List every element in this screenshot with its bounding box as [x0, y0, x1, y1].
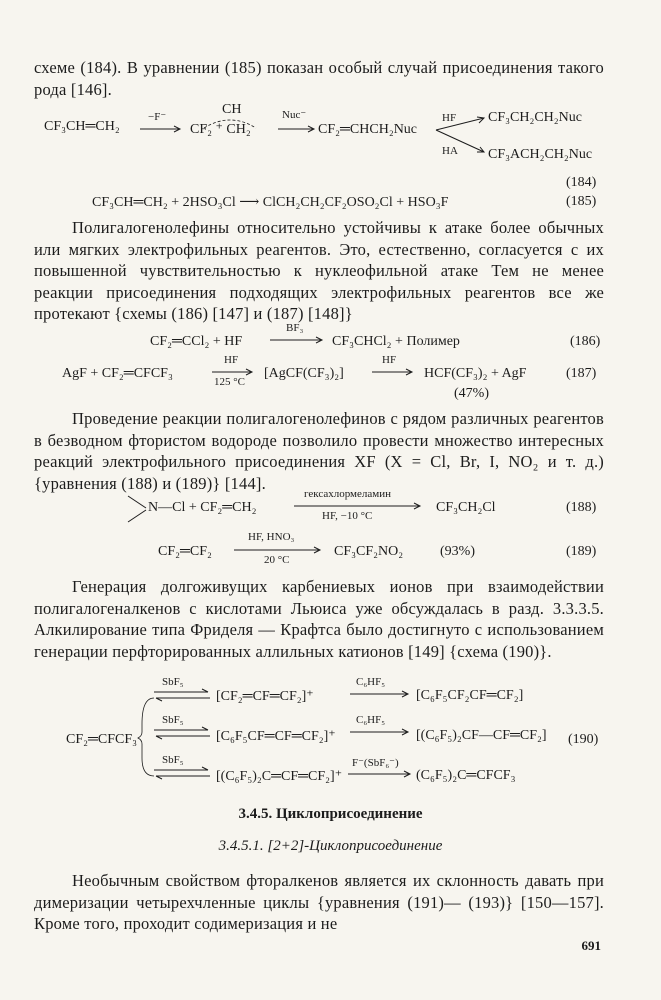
- s184-arrow2-label: Nuc⁻: [282, 109, 307, 121]
- s190-number: (190): [568, 732, 599, 747]
- s190-row3-equilibrium: [152, 766, 212, 780]
- section-heading: 3.4.5. Циклоприсоединение: [238, 806, 423, 822]
- page-number: 691: [581, 938, 601, 953]
- s190-row1-arrow: [348, 688, 412, 700]
- s184-product-2: CF₃ACH₂CH₂Nuc: [488, 147, 593, 162]
- eq189-reagents: HF, HNO₃: [248, 531, 295, 543]
- eq186-left: CF₂═CCl₂ + HF: [150, 334, 243, 349]
- s190-row1-reagent2: C₆HF₅: [356, 676, 386, 688]
- s190-start: CF₂═CFCF₃: [66, 732, 138, 747]
- s184-allyl-top: CH: [222, 102, 242, 117]
- s190-row2-product: [(C₆F₅)₂CF—CF═CF₂]: [416, 728, 547, 743]
- s190-row2-equilibrium: [152, 726, 212, 740]
- eq189-left: CF₂═CF₂: [158, 544, 212, 559]
- eq188-left: N—Cl + CF₂═CH₂: [148, 500, 257, 515]
- s184-product-1: CF₃CH₂CH₂Nuc: [488, 110, 582, 125]
- s190-row1-product: [C₆F₅CF₂CF═CF₂]: [416, 688, 524, 703]
- s184-branch-arrows: [432, 112, 490, 160]
- eq188-amine-bonds: [126, 494, 148, 524]
- s190-row2-reagent: SbF₅: [162, 714, 184, 726]
- eq185-number: (185): [566, 194, 597, 209]
- eq189-right: CF₃CF₂NO₂: [334, 544, 404, 559]
- subsection-heading: 3.4.5.1. [2+2]-Циклоприсоединение: [218, 838, 443, 854]
- eq187-temperature: 125 °C: [214, 376, 245, 388]
- s184-reagent-ha: HA: [442, 145, 458, 157]
- s190-row3-product: (C₆F₅)₂C═CFCF₃: [416, 768, 516, 783]
- eq188-right: CF₃CH₂Cl: [436, 500, 496, 515]
- s184-start: CF₃CH═CH₂: [44, 119, 120, 134]
- eq187-reagent-2: HF: [382, 354, 397, 366]
- paragraph-hf-reactions: Проведение реакции полигалогенолефинов с рядом различных реагентов в безводном фтористом водороде позволило провести множество интересных реакций электрофильного присоединения XF (X = Cl, Br, I, NO₂ и т. д.) {уравнения (188) и (189)} [144].: [34, 409, 604, 493]
- eq185-body: CF₃CH═CH₂ + 2HSO₃Cl ⟶ ClCH₂CH₂CF₂OSO₂Cl + HSO₃F: [92, 195, 449, 210]
- s190-row2-arrow: [348, 726, 412, 738]
- eq189-number: (189): [566, 544, 597, 559]
- s190-row3-ion: [(C₆F₅)₂C═CF═CF₂]⁺: [216, 769, 343, 784]
- s190-row2-reagent2: C₆HF₅: [356, 714, 386, 726]
- s190-row1-ion: [CF₂═CF═CF₂]⁺: [216, 689, 314, 704]
- eq187-left: AgF + CF₂═CFCF₃: [62, 366, 173, 381]
- eq186-catalyst: BF₃: [286, 322, 304, 334]
- s184-arrow1-label: −F⁻: [148, 111, 167, 123]
- eq187-number: (187): [566, 366, 597, 381]
- s184-reagent-hf: HF: [442, 112, 457, 124]
- eq188-number: (188): [566, 500, 597, 515]
- eq189-yield: (93%): [440, 544, 475, 559]
- s184-mid: CF₂═CHCH₂Nuc: [318, 122, 418, 137]
- paragraph-polyhalo: Полигалогенолефины относительно устойчивы к атаке более обычных или мягких электрофильных реагентов. Это, естественно, согласуется с их повышенной чувствительностью к нуклеофильной атаке Тем не менее реакции присоединения подходящих электрофильных реагентов все же протекают {схемы (186) [147] и (187) [148]}: [34, 218, 604, 323]
- s184-allyl-body: CF₂ ⁺ CH₂: [190, 122, 251, 137]
- s190-row1-equilibrium: [152, 688, 212, 702]
- eq187-yield: (47%): [454, 386, 489, 401]
- eq189-temperature: 20 °C: [264, 554, 290, 566]
- eq186-right: CF₃CHCl₂ + Полимер: [332, 334, 460, 349]
- s184-number: (184): [566, 175, 597, 190]
- paragraph-intro: схеме (184). В уравнении (185) показан особый случай присоединения такого рода [146].: [34, 58, 604, 99]
- s190-row2-ion: [C₆F₅CF═CF═CF₂]⁺: [216, 729, 336, 744]
- s190-row3-reagent: SbF₅: [162, 754, 184, 766]
- eq188-conditions: HF, −10 °C: [322, 510, 373, 522]
- paragraph-cycloaddition: Необычным свойством фторалкенов является их склонность давать при димеризации четырехчленные циклы {уравнения (191)— (193)} [150—157]. Кроме того, проходит содимеризация и не: [34, 871, 604, 933]
- s190-row3-arrow: [346, 768, 414, 780]
- eq187-reagent-1: HF: [224, 354, 239, 366]
- eq187-right: HCF(CF₃)₂ + AgF: [424, 366, 527, 381]
- eq187-intermediate: [AgCF(CF₃)₂]: [264, 366, 344, 381]
- eq186-number: (186): [570, 334, 601, 349]
- paragraph-carbenium: Генерация долгоживущих карбениевых ионов при взаимодействии полигалогеналкенов с кислотами Льюиса уже обсуждалась в разд. 3.3.3.5. Алкилирование типа Фриделя — Крафтса было достигнуто с использованием генерации перфторированных аллильных катионов [149] {схема (190)}.: [34, 577, 604, 661]
- eq188-catalyst: гексахлормеламин: [304, 488, 391, 500]
- s190-row3-reagent2: F⁻(SbF₆⁻): [352, 757, 399, 769]
- s190-row1-reagent: SbF₅: [162, 676, 184, 688]
